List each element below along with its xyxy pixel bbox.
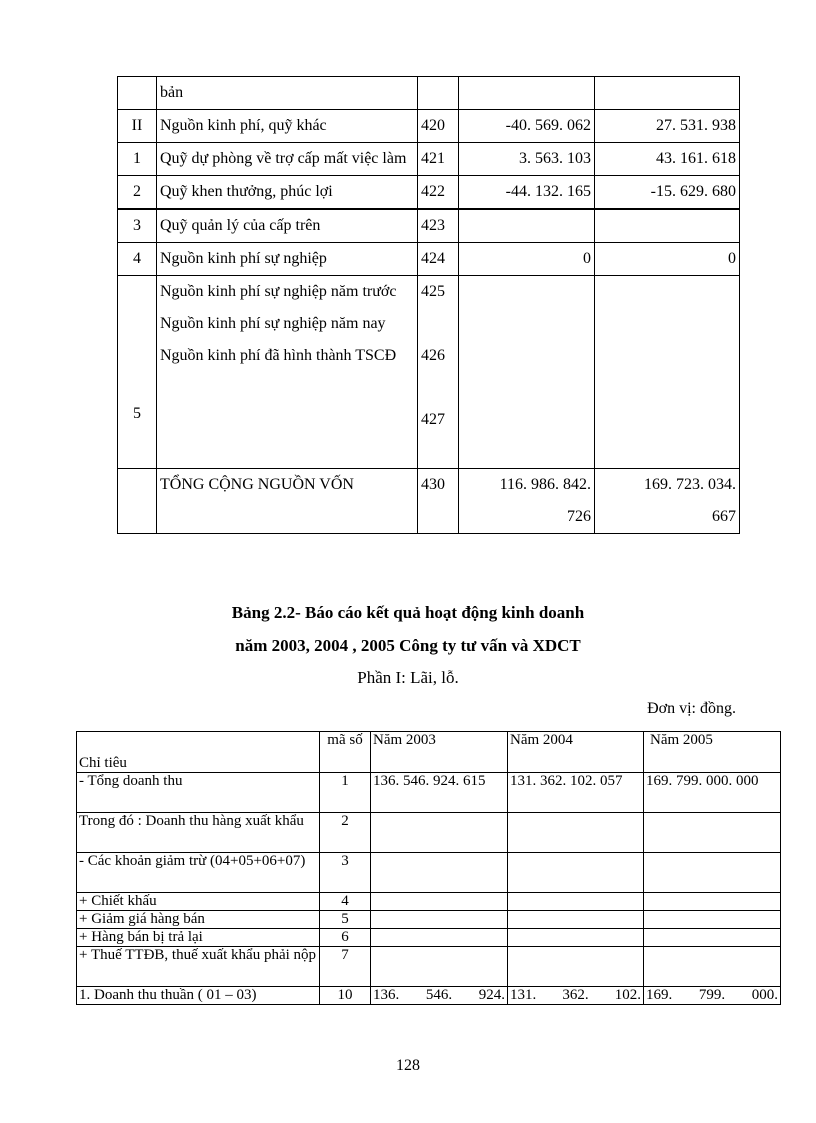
header-year-2005: Năm 2005 <box>644 732 781 773</box>
row-value-2004: 3. 563. 103 <box>459 143 595 176</box>
row-code: 422 <box>418 176 459 210</box>
row-name: Quỹ khen thưởng, phúc lợi <box>157 176 418 210</box>
table-row-total <box>118 469 740 534</box>
total-value-2005 <box>595 469 740 534</box>
row-name: + Chiết khấu <box>77 893 320 911</box>
row-value-2003: 136. 546. 924. <box>371 987 508 1005</box>
row-name: bản <box>157 77 418 110</box>
row-code: 1 <box>320 773 371 813</box>
row-name: Trong đó : Doanh thu hàng xuất khẩu <box>77 813 320 853</box>
row-stt <box>118 469 157 534</box>
header-row <box>77 732 781 773</box>
row-value-2004: -40. 569. 062 <box>459 110 595 143</box>
row-value-2004 <box>508 911 644 929</box>
row-value-2005: 169. 799. 000. 000 <box>644 773 781 813</box>
row-value-2005 <box>644 929 781 947</box>
table-row <box>77 893 781 911</box>
row-value-2004 <box>508 893 644 911</box>
section-subtitle: Phần I: Lãi, lỗ. <box>357 668 459 687</box>
table-row <box>118 110 740 143</box>
header-indicator: Chỉ tiêu <box>77 732 320 773</box>
row-value-2005 <box>644 853 781 893</box>
row-code: 4 <box>320 893 371 911</box>
row-value-2004 <box>508 853 644 893</box>
table-row <box>118 143 740 176</box>
row-value-2003 <box>371 813 508 853</box>
row-code: 10 <box>320 987 371 1005</box>
row-value-2005 <box>595 209 740 243</box>
row-value-2004 <box>508 813 644 853</box>
row-name: + Giảm giá hàng bán <box>77 911 320 929</box>
table-row <box>77 853 781 893</box>
table-row <box>118 176 740 210</box>
row-value-2004: -44. 132. 165 <box>459 176 595 210</box>
row-name: + Hàng bán bị trả lại <box>77 929 320 947</box>
table-row <box>77 911 781 929</box>
table-title-line2: năm 2003, 2004 , 2005 Công ty tư vấn và XDCT <box>235 636 581 655</box>
row-value-2004 <box>459 276 595 469</box>
header-year-2004: Năm 2004 <box>508 732 644 773</box>
row-name: - Tổng doanh thu <box>77 773 320 813</box>
table-row <box>77 947 781 987</box>
row-code: 3 <box>320 853 371 893</box>
row-code: 424 <box>418 243 459 276</box>
total-value-2004 <box>459 469 595 534</box>
row-stt: 2 <box>118 176 157 210</box>
row-stt: 3 <box>118 209 157 243</box>
row-code: 2 <box>320 813 371 853</box>
row-value-2005: 169. 799. 000. <box>644 987 781 1005</box>
unit-label: Đơn vị: đồng. <box>647 700 736 717</box>
page-number: 128 <box>396 1057 420 1074</box>
row-value-2003 <box>371 911 508 929</box>
total-name: TỔNG CỘNG NGUỒN VỐN <box>157 469 418 534</box>
row-stt <box>118 77 157 110</box>
row-value-2004: 0 <box>459 243 595 276</box>
row-value-2004: 131. 362. 102. 057 <box>508 773 644 813</box>
row-value-2004 <box>459 77 595 110</box>
total-value-2005-line2: 667 <box>712 508 736 525</box>
table-row-group-5 <box>118 276 740 469</box>
row-name: Nguồn kinh phí, quỹ khác <box>157 110 418 143</box>
group-item-code: 427 <box>421 411 445 428</box>
row-value-2005 <box>644 947 781 987</box>
total-code: 430 <box>418 469 459 534</box>
row-value-2005: 0 <box>595 243 740 276</box>
balance-sheet-table <box>117 76 740 534</box>
row-name: Nguồn kinh phí sự nghiệp <box>157 243 418 276</box>
row-value-2005 <box>595 77 740 110</box>
table-row <box>77 987 781 1005</box>
total-value-2004-line2: 726 <box>567 508 591 525</box>
row-code: 5 <box>320 911 371 929</box>
table-row <box>77 813 781 853</box>
table-title-line1: Bảng 2.2- Báo cáo kết quả hoạt động kinh doanh <box>231 603 585 622</box>
group-item-name: Nguồn kinh phí sự nghiệp năm nay <box>160 315 386 332</box>
row-value-2005: 27. 531. 938 <box>595 110 740 143</box>
row-value-2005 <box>644 911 781 929</box>
row-value-2005 <box>595 276 740 469</box>
table-row <box>77 929 781 947</box>
row-stt: 5 <box>118 276 157 469</box>
row-value-2003: 136. 546. 924. 615 <box>371 773 508 813</box>
row-code: 423 <box>418 209 459 243</box>
table-row <box>118 209 740 243</box>
row-value-2003 <box>371 893 508 911</box>
row-stt: 4 <box>118 243 157 276</box>
group-item-code: 426 <box>421 347 445 364</box>
row-value-2005 <box>644 813 781 853</box>
total-value-2005-line1: 169. 723. 034. <box>644 476 736 493</box>
row-code: 7 <box>320 947 371 987</box>
table-row <box>118 243 740 276</box>
group-item-code: 425 <box>421 283 445 300</box>
table-row <box>77 773 781 813</box>
row-name: - Các khoản giảm trừ (04+05+06+07) <box>77 853 320 893</box>
row-value-2004: 131. 362. 102. <box>508 987 644 1005</box>
header-year-2003: Năm 2003 <box>371 732 508 773</box>
row-code: 421 <box>418 143 459 176</box>
income-statement-table <box>76 731 781 1005</box>
row-name: 1. Doanh thu thuần ( 01 – 03) <box>77 987 320 1005</box>
total-value-2004-line1: 116. 986. 842. <box>499 476 591 493</box>
row-value-2003 <box>371 947 508 987</box>
row-value-2004 <box>508 947 644 987</box>
row-name: Quỹ dự phòng về trợ cấp mất việc làm <box>157 143 418 176</box>
row-value-2003 <box>371 853 508 893</box>
row-value-2003 <box>371 929 508 947</box>
row-code <box>418 77 459 110</box>
row-stt: II <box>118 110 157 143</box>
row-value-2005: 43. 161. 618 <box>595 143 740 176</box>
row-stt: 1 <box>118 143 157 176</box>
row-value-2005: -15. 629. 680 <box>595 176 740 210</box>
header-code: mã số <box>320 732 371 773</box>
row-code: 6 <box>320 929 371 947</box>
row-name-group <box>157 276 418 469</box>
group-item-name: Nguồn kinh phí sự nghiệp năm trước <box>160 283 397 300</box>
row-value-2004 <box>508 929 644 947</box>
row-name: + Thuế TTĐB, thuế xuất khẩu phải nộp <box>77 947 320 987</box>
row-value-2005 <box>644 893 781 911</box>
row-name: Quỹ quản lý của cấp trên <box>157 209 418 243</box>
table-row <box>118 77 740 110</box>
row-value-2004 <box>459 209 595 243</box>
row-code: 420 <box>418 110 459 143</box>
row-code-group <box>418 276 459 469</box>
group-item-name: Nguồn kinh phí đã hình thành TSCĐ <box>160 347 397 364</box>
